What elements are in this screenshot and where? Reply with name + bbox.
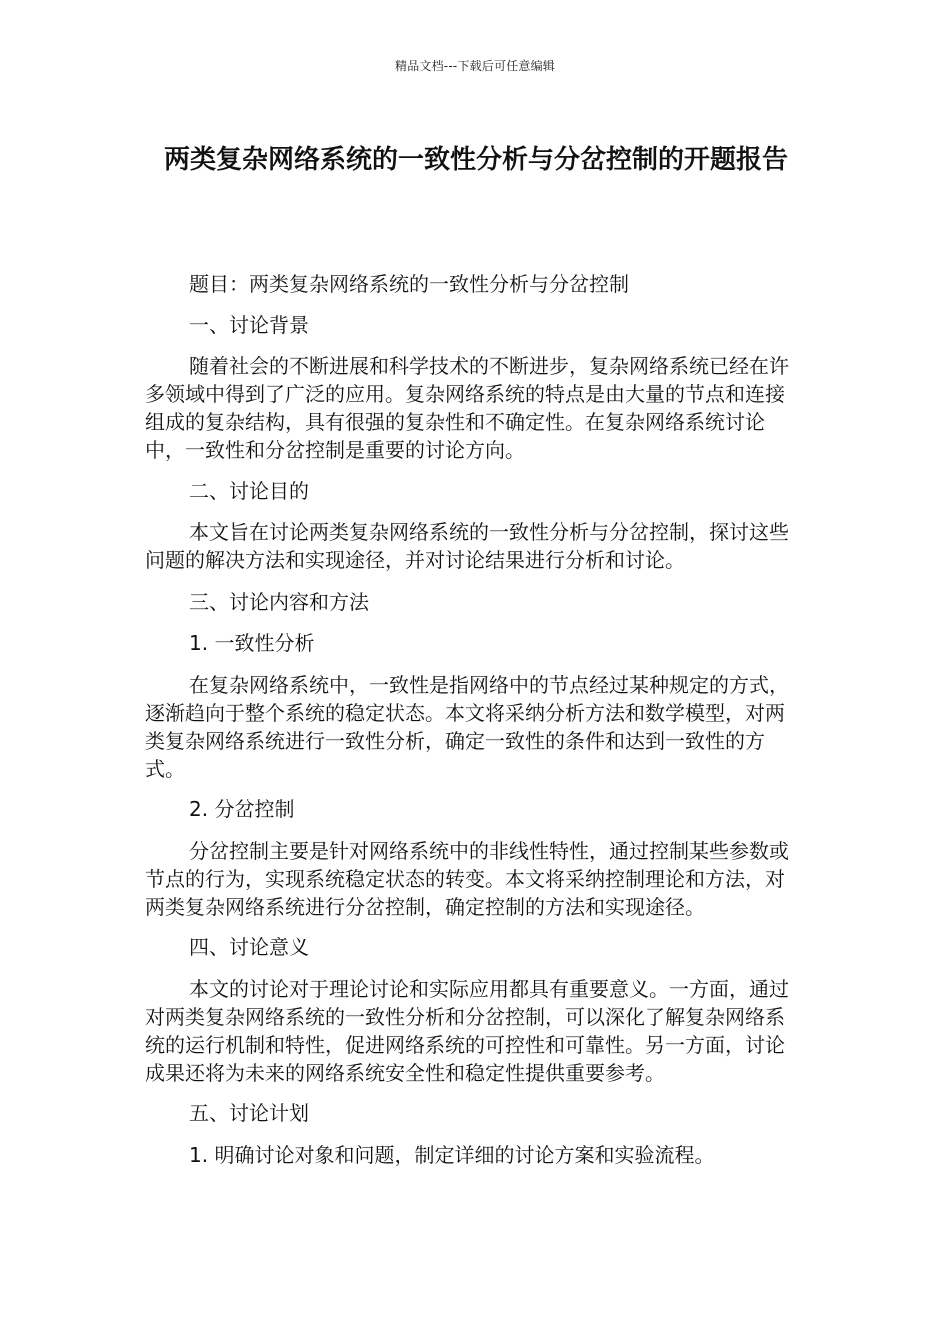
subsection-heading-consensus: 1. 一致性分析 — [189, 631, 315, 655]
header-note: 精品文档---下载后可任意编辑 — [395, 59, 555, 73]
section-text-significance: 本文的讨论对于理论讨论和实际应用都具有重要意义。一方面，通过对两类复杂网络系统的一致性分析和分岔控制，可以深化了解复杂网络系统的运行机制和特性，促进网络系统的可控性和可靠性。另一方面，讨论成果还将为未来的网络系统安全性和稳定性提供重要参考。 — [145, 977, 789, 1085]
subsection-text-consensus: 在复杂网络系统中，一致性是指网络中的节点经过某种规定的方式，逐渐趋向于整个系统的稳定状态。本文将采纳分析方法和数学模型，对两类复杂网络系统进行一致性分析，确定一致性的条件和达到一致性的方式。 — [145, 673, 789, 781]
topic-line: 题目：两类复杂网络系统的一致性分析与分岔控制 — [189, 272, 629, 296]
section-text-purpose: 本文旨在讨论两类复杂网络系统的一致性分析与分岔控制，探讨这些问题的解决方法和实现途径，并对讨论结果进行分析和讨论。 — [145, 520, 789, 572]
section-heading-content-method: 三、讨论内容和方法 — [189, 590, 369, 614]
subsection-heading-bifurcation: 2. 分岔控制 — [189, 797, 295, 821]
subsection-text-bifurcation: 分岔控制主要是针对网络系统中的非线性特性，通过控制某些参数或节点的行为，实现系统稳定状态的转变。本文将采纳控制理论和方法，对两类复杂网络系统进行分岔控制，确定控制的方法和实现途径。 — [145, 839, 789, 919]
document-title: 两类复杂网络系统的一致性分析与分岔控制的开题报告 — [163, 145, 788, 175]
plan-item-1: 1. 明确讨论对象和问题，制定详细的讨论方案和实验流程。 — [189, 1143, 715, 1167]
section-text-background: 随着社会的不断进展和科学技术的不断进步，复杂网络系统已经在许多领域中得到了广泛的应用。复杂网络系统的特点是由大量的节点和连接组成的复杂结构，具有很强的复杂性和不确定性。在复杂网络系统讨论中，一致性和分岔控制是重要的讨论方向。 — [145, 354, 789, 462]
section-heading-purpose: 二、讨论目的 — [189, 479, 309, 503]
section-heading-significance: 四、讨论意义 — [189, 935, 309, 959]
section-heading-background: 一、讨论背景 — [189, 313, 309, 337]
section-heading-plan: 五、讨论计划 — [189, 1101, 309, 1125]
